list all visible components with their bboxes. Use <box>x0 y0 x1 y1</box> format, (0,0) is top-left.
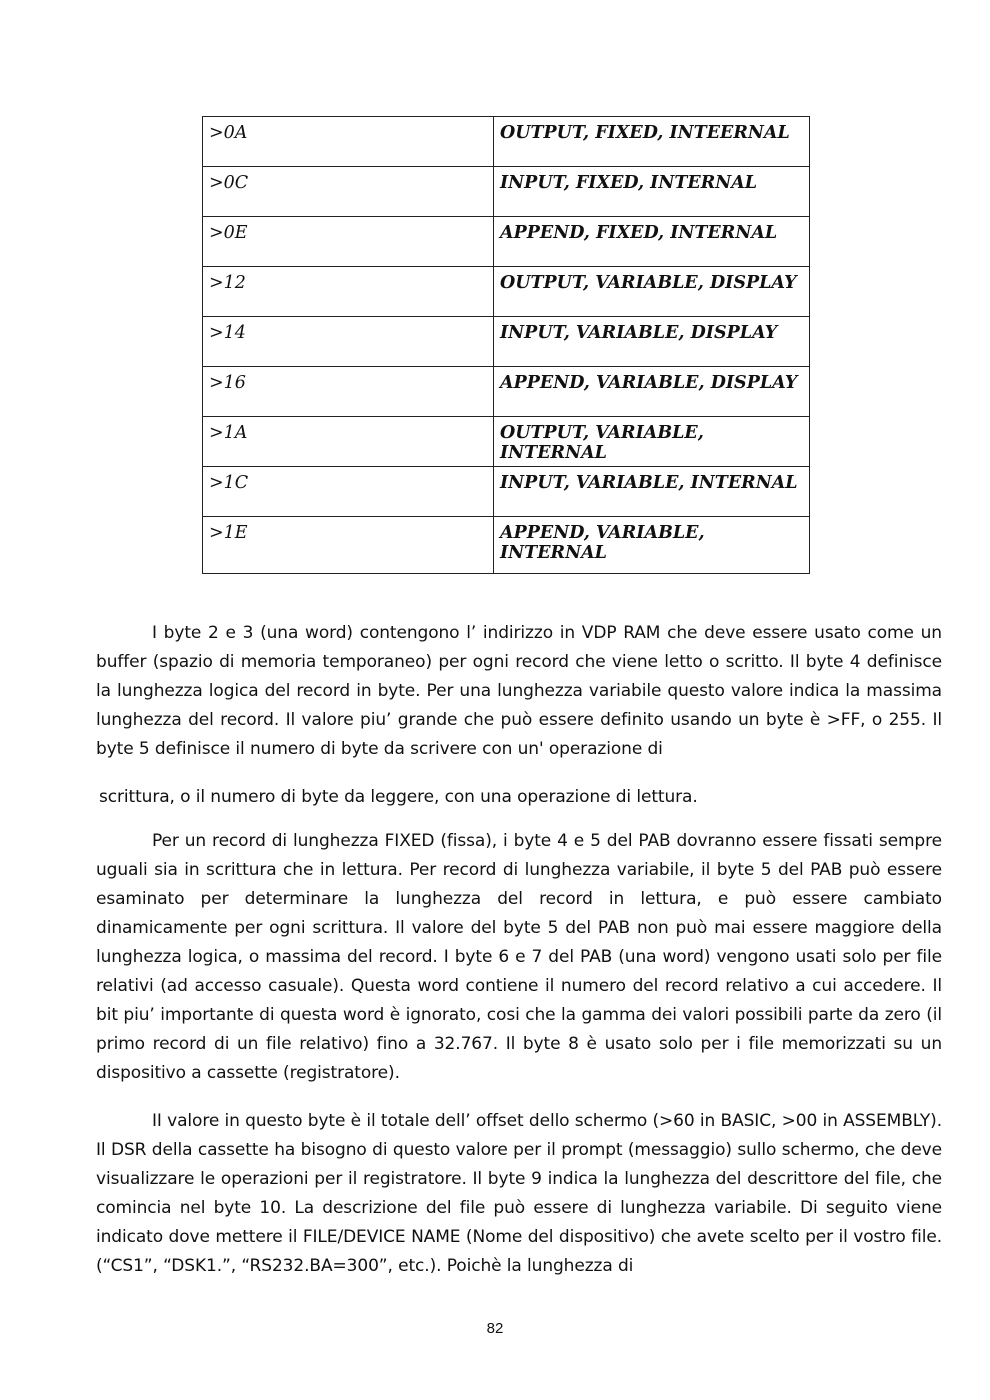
mode-description-cell: APPEND, VARIABLE, DISPLAY <box>494 367 810 417</box>
mode-code-cell: >1E <box>203 517 494 574</box>
table-row <box>203 417 810 467</box>
paragraph-text: II valore in questo byte è il totale dell’ offset dello schermo (>60 in BASIC, >00 in ASSEMBLY). Il DSR della cassette ha bisogno di questo valore per il prompt (messaggio) sullo schermo, che deve visualizzare le operazioni per il registratore. Il byte 9 indica la lunghezza del descrittore del file, che comincia nel byte 10. La descrizione del file può essere di lunghezza variabile. Di seguito viene indicato dove mettere il FILE/DEVICE NAME (Nome del dispositivo) che avete scelto per il vostro file. (“CS1”, “DSK1.”, “RS232.BA=300”, etc.). Poichè la lunghezza di <box>96 1111 942 1276</box>
paragraph-continuation <box>99 783 945 812</box>
mode-code-cell: >0A <box>203 117 494 167</box>
mode-code-cell: >0C <box>203 167 494 217</box>
file-mode-table <box>202 116 810 574</box>
table-row <box>203 367 810 417</box>
mode-code-cell: >1C <box>203 467 494 517</box>
mode-code-cell: >0E <box>203 217 494 267</box>
table-row <box>203 317 810 367</box>
table-row <box>203 117 810 167</box>
paragraph-text: Per un record di lunghezza FIXED (fissa), i byte 4 e 5 del PAB dovranno essere fissati sempre uguali sia in scrittura che in lettura. Per record di lunghezza variabile, il byte 5 del PAB può essere esaminato per determinare la lunghezza del record in lettura, e può essere cambiato dinamicamente per ogni scrittura. Il valore del byte 5 del PAB non può mai essere maggiore della lunghezza logica, o massima del record. I byte 6 e 7 del PAB (una word) vengono usati solo per file relativi (ad accesso casuale). Questa word contiene il numero del record relativo a cui accedere. Il bit piu’ importante di questa word è ignorato, cosi che la gamma dei valori possibili parte da zero (il primo record di un file relativo) fino a 32.767. Il byte 8 è usato solo per i file memorizzati su un dispositivo a cassette (registratore). <box>96 831 942 1083</box>
mode-description-cell: INPUT, VARIABLE, DISPLAY <box>494 317 810 367</box>
mode-description-cell: OUTPUT, VARIABLE, DISPLAY <box>494 267 810 317</box>
paragraph-text: I byte 2 e 3 (una word) contengono l’ indirizzo in VDP RAM che deve essere usato come un buffer (spazio di memoria temporaneo) per ogni record che viene letto o scritto. Il byte 4 definisce la lunghezza logica del record in byte. Per una lunghezza variabile questo valore indica la massima lunghezza del record. Il valore piu’ grande che può essere definito usando un byte è >FF, o 255. Il byte 5 definisce il numero di byte da scrivere con un' operazione di <box>96 623 942 759</box>
table-row <box>203 517 810 574</box>
table-row <box>203 217 810 267</box>
mode-code-cell: >16 <box>203 367 494 417</box>
mode-code-cell: >14 <box>203 317 494 367</box>
paragraph-text: scrittura, o il numero di byte da leggere, con una operazione di lettura. <box>99 787 698 807</box>
table-row <box>203 167 810 217</box>
mode-description-cell: INPUT, VARIABLE, INTERNAL <box>494 467 810 517</box>
mode-code-cell: >1A <box>203 417 494 467</box>
mode-description-cell: INPUT, FIXED, INTERNAL <box>494 167 810 217</box>
table-row <box>203 467 810 517</box>
paragraph-fixed-length <box>96 827 942 1088</box>
page-number: 82 <box>486 1320 504 1337</box>
paragraph-buffer-address <box>96 619 942 764</box>
mode-description-cell: OUTPUT, VARIABLE, INTERNAL <box>494 417 810 467</box>
mode-description-cell: OUTPUT, FIXED, INTEERNAL <box>494 117 810 167</box>
paragraph-screen-offset <box>96 1107 942 1281</box>
mode-description-cell: APPEND, VARIABLE, INTERNAL <box>494 517 810 574</box>
mode-description-cell: APPEND, FIXED, INTERNAL <box>494 217 810 267</box>
table-row <box>203 267 810 317</box>
mode-code-cell: >12 <box>203 267 494 317</box>
